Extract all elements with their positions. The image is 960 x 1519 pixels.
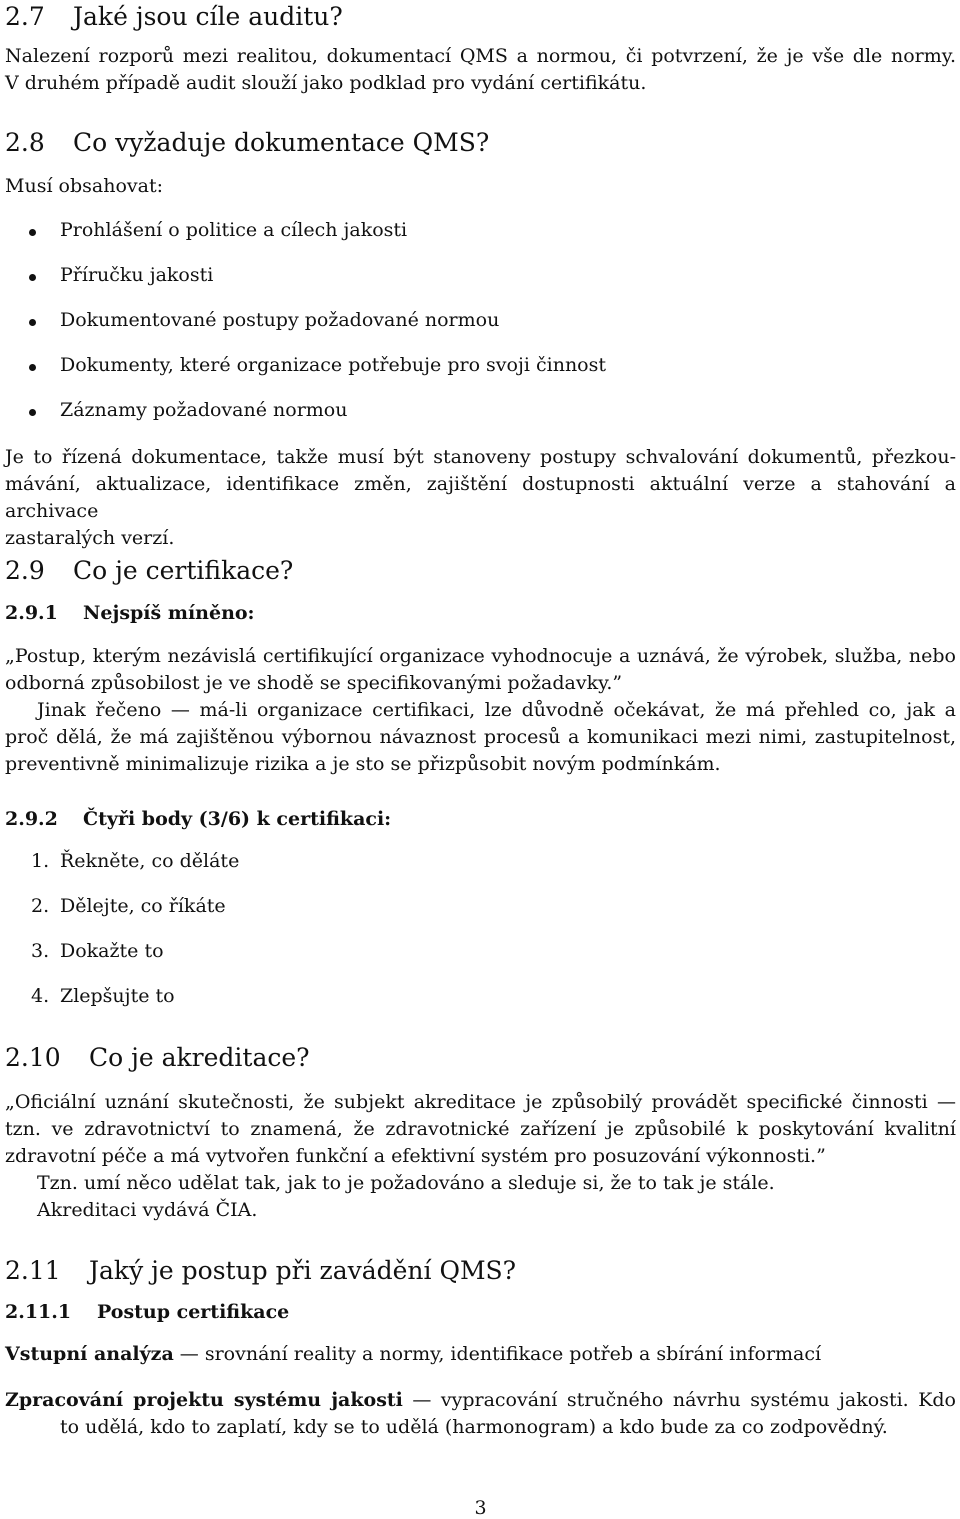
bullet-icon: [29, 364, 36, 371]
section-2-11-1-heading: 2.11.1 Postup certifikace: [5, 1301, 290, 1323]
list-item: Příručku jakosti: [60, 264, 214, 286]
section-2-10-paragraph: Tzn. umí něco udělat tak, jak to je požadováno a sleduje si, že to tak je stále. Akreditaci vydává ČIA.: [37, 1172, 775, 1221]
definition-term: Zpracování projektu systému jakosti: [5, 1389, 403, 1411]
section-2-8-heading: 2.8 Co vyžaduje dokumentace QMS?: [5, 128, 490, 157]
bullet-icon: [29, 409, 36, 416]
section-2-9-heading: 2.9 Co je certifikace?: [5, 556, 294, 585]
list-item: Prohlášení o politice a cílech jakosti: [60, 219, 408, 241]
list-item: Dokažte to: [60, 940, 164, 962]
list-number: 4.: [31, 985, 50, 1007]
page-number: 3: [474, 1497, 487, 1519]
section-2-8-paragraph: Je to řízená dokumentace, takže musí být stanoveny postupy schvalování dokumentů, přezkou- mávání, aktualizace, identifikace změn, zajištění dostupnosti aktuální verze a stahování a archivace zastaralých verzí.: [5, 446, 956, 549]
list-number: 1.: [31, 850, 50, 872]
definition-entry-vstupni-analyza: [5, 1343, 821, 1365]
list-item: Řekněte, co děláte: [60, 850, 240, 872]
section-2-11-heading: 2.11 Jaký je postup při zavádění QMS?: [5, 1256, 517, 1285]
bullet-icon: [29, 319, 36, 326]
list-item: Dělejte, co říkáte: [60, 895, 226, 917]
definition-text: — vypracování stručného návrhu systému jakosti. Kdo: [402, 1389, 957, 1411]
list-number: 3.: [31, 940, 50, 962]
list-item: Záznamy požadované normou: [60, 399, 348, 421]
section-2-9-2-heading: 2.9.2 Čtyři body (3/6) k certifikaci:: [5, 808, 392, 830]
definition-term: Vstupní analýza: [5, 1343, 174, 1365]
section-2-9-1-heading: 2.9.1 Nejspíš míněno:: [5, 602, 255, 624]
list-item: Zlepšujte to: [60, 985, 175, 1007]
definition-entry-zpracovani-projektu: Zpracování projektu systému jakosti — vypracování stručného návrhu systému jakosti. Kdo to udělá, kdo to zaplatí, kdy se to udělá (harmonogram) a kdo bude za co zodpovědný.: [5, 1389, 957, 1438]
list-item: Dokumenty, které organizace potřebuje pro svoji činnost: [60, 354, 606, 376]
list-item: Dokumentované postupy požadované normou: [60, 309, 500, 331]
section-2-7-heading: 2.7 Jaké jsou cíle auditu?: [5, 2, 343, 31]
list-number: 2.: [31, 895, 50, 917]
bullet-icon: [29, 229, 36, 236]
section-2-9-paragraph: Jinak řečeno — má-li organizace certifikaci, lze důvodně očekávat, že má přehled co, jak a proč dělá, že má zajištěnou výbornou návaznost procesů a komunikaci mezi nimi, zastupitelnost, preventivně minimalizuje rizika a je sto se přizpůsobit novým podmínkám.: [5, 699, 956, 775]
section-2-10-heading: 2.10 Co je akreditace?: [5, 1043, 310, 1072]
certification-quote: „Postup, kterým nezávislá certifikující organizace vyhodnocuje a uznává, že výrobek, služba, nebo odborná způsobilost je ve shodě se specifikovanými požadavky.”: [5, 645, 956, 694]
bullet-icon: [29, 274, 36, 281]
section-2-8-intro: Musí obsahovat:: [5, 175, 164, 197]
section-2-7-text: Nalezení rozporů mezi realitou, dokumentací QMS a normou, či potvrzení, že je vše dle normy. V druhém případě audit slouží jako podklad pro vydání certifikátu.: [5, 45, 956, 94]
definition-text: — srovnání reality a normy, identifikace potřeb a sbírání informací: [173, 1343, 822, 1365]
accreditation-quote: „Oficiální uznání skutečnosti, že subjekt akreditace je způsobilý provádět specifické činnosti — tzn. ve zdravotnictví to znamená, že zdravotnické zařízení je způsobilé k poskytování kvalitní zdravotní péče a má vytvořen funkční a efektivní systém pro posuzování výkonnosti.”: [5, 1091, 956, 1167]
